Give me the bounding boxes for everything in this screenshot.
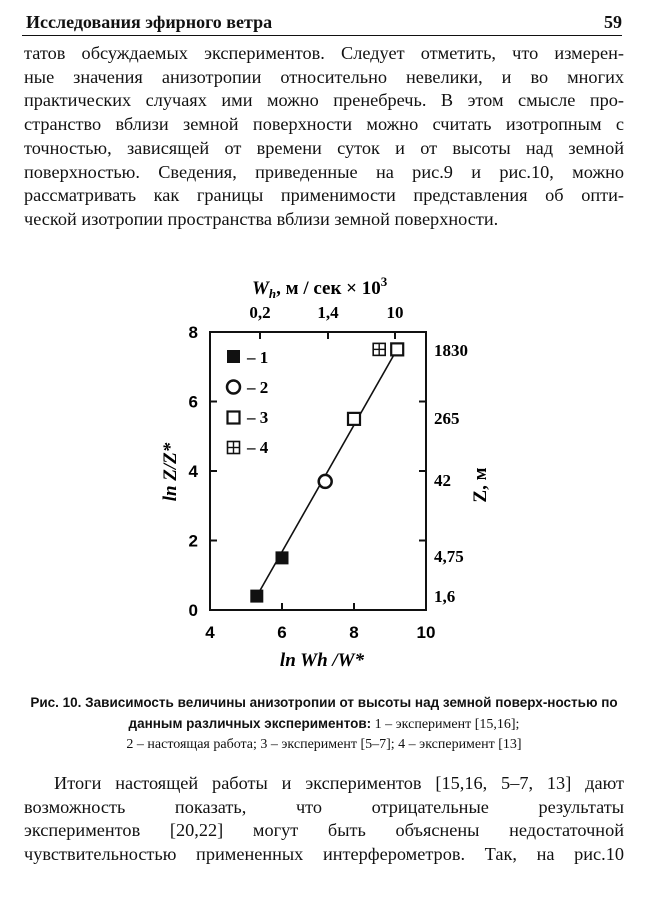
top-tick-label: 0,2 (249, 303, 271, 322)
paragraph-bottom (24, 772, 624, 867)
x-tick-label: 8 (349, 623, 359, 642)
chart-svg (150, 260, 490, 680)
right-tick-label: 265 (434, 409, 460, 428)
data-point-series-3 (391, 343, 403, 355)
y-axis-label: ln Z/Z* (160, 442, 181, 502)
figure-chart (150, 260, 490, 680)
x-tick-label: 6 (277, 623, 287, 642)
data-point-series-4 (373, 343, 385, 355)
x-tick-label: 10 (416, 623, 436, 642)
caption-bold: Рис. 10. Зависимость величины анизотропии от высоты над земной поверх-ностью по данным различных экспериментов: (30, 695, 618, 731)
paragraph-top (24, 42, 624, 232)
caption-line-2: 2 – настоящая работа; 3 – эксперимент [5–7]; 4 – эксперимент [13] (126, 737, 522, 752)
legend-label: – 2 (247, 378, 269, 397)
legend-label: – 3 (247, 408, 269, 427)
plot-marks (250, 343, 403, 602)
caption-rest: 1 – эксперимент [15,16]; (371, 717, 520, 732)
data-point-series-3 (348, 413, 360, 425)
legend-label: – 1 (247, 348, 269, 367)
plot-frame (210, 332, 426, 610)
right-tick-label: 4,75 (434, 547, 464, 566)
text-line: рассматривать как границы применимости представления об опти- (24, 185, 624, 206)
data-point-series-2 (319, 475, 332, 488)
text-line: ные значения анизотропии относительно невелики, и во многих (24, 66, 624, 87)
running-title: Исследования эфирного ветра (26, 12, 273, 32)
page-number: 59 (604, 12, 622, 32)
text-line: ческой изотропии пространства вблизи земной поверхности. (24, 208, 499, 229)
legend-marker-filled-square (227, 350, 240, 363)
legend-marker-crossed-square (228, 442, 240, 454)
top-axis-label: $W_h$, м / сек × $10^3$ (252, 274, 388, 301)
legend-marker-open-square (228, 412, 240, 424)
y-tick-label: 2 (188, 531, 198, 551)
y-tick-labels (189, 323, 199, 620)
top-tick-label: 10 (386, 303, 404, 322)
text-line: практических случаях ими можно пренебречь. В этом смысле про- (24, 90, 624, 111)
legend-marker-open-circle (227, 381, 240, 394)
right-axis-label: Z, м (470, 467, 490, 503)
legend (227, 348, 269, 457)
y-tick-label: 6 (188, 392, 198, 412)
axis-ticks (210, 332, 426, 610)
x-tick-label: 4 (205, 623, 215, 642)
header-rule (22, 35, 622, 36)
y-tick-label: 0 (188, 601, 198, 620)
text-line: поверхностью. Сведения, приведенные на рис.9 и рис.10, можно (24, 161, 624, 182)
x-tick-labels (205, 623, 435, 642)
text-line: экспериментов [20,22] могут быть объяснены недостаточной (24, 820, 624, 841)
top-tick-label: 1,4 (317, 303, 339, 322)
right-tick-label: 42 (434, 471, 451, 490)
data-point-series-1 (276, 551, 289, 564)
page-header (22, 8, 622, 34)
text-line: возможность показать, что отрицательные результаты (24, 796, 624, 817)
data-point-series-1 (250, 590, 263, 603)
text-line: точностью, зависящей от времени суток и от высоты над земной (24, 137, 624, 158)
text-line: чувствительностью примененных интерферометров. Так, на рис.10 (24, 844, 624, 865)
y-tick-label: 8 (188, 323, 198, 342)
right-tick-label: 1830 (434, 341, 468, 360)
x-axis-label: ln Wh /W* (279, 650, 365, 671)
right-tick-label: 1,6 (434, 587, 456, 606)
legend-label: – 4 (247, 438, 269, 457)
text-line: Итоги настоящей работы и экспериментов [15,16, 5–7, 13] дают (54, 773, 624, 793)
text-line: татов обсуждаемых экспериментов. Следует отметить, что измерен- (24, 43, 624, 63)
text-line: странство вблизи земной поверхности можно считать изотропным с (24, 114, 624, 135)
figure-caption (24, 693, 624, 755)
y-tick-label: 4 (188, 462, 198, 481)
